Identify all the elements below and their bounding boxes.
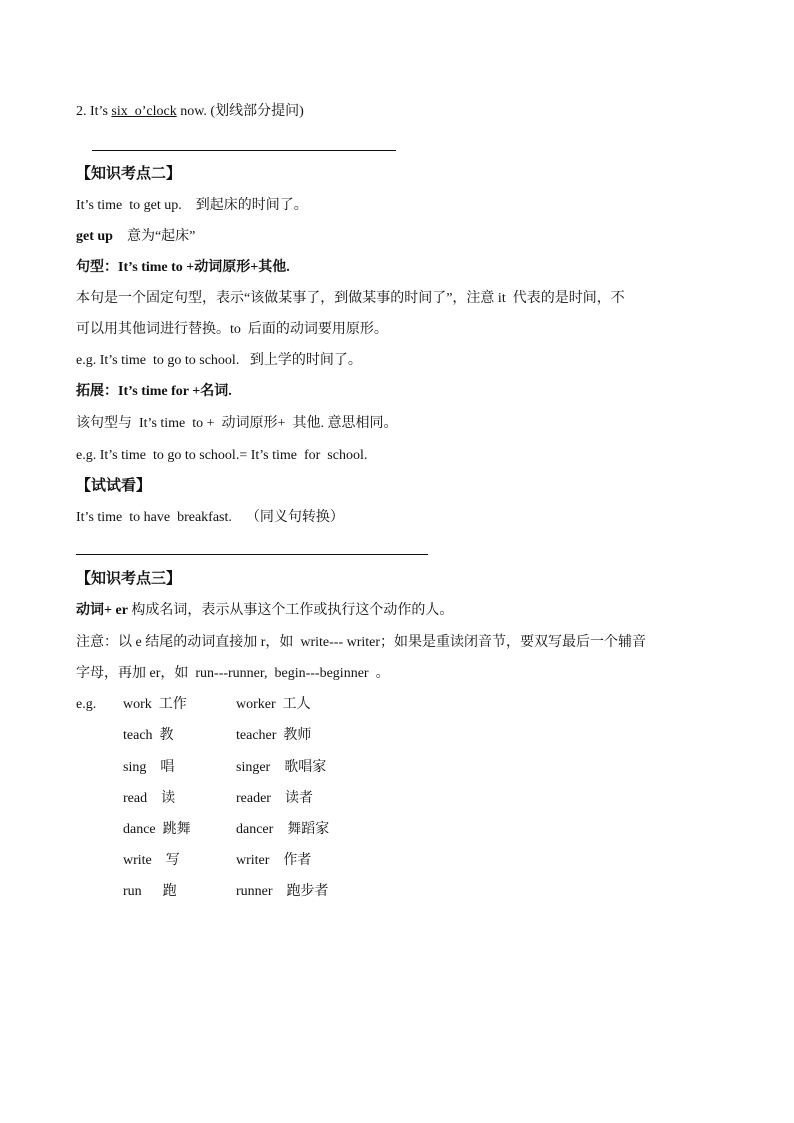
example-line-2: e.g. It’s time to go to school.= It’s time for school. [76, 448, 368, 463]
answer-line-1 [92, 150, 396, 151]
noun-item: runner 跑步者 [236, 884, 329, 899]
pattern-line [76, 258, 290, 278]
verb-item: teach 教 [123, 728, 174, 743]
getup-term: get up [76, 229, 113, 244]
eg-label: e.g. [76, 697, 97, 712]
section-2-heading: 【知识考点二】 [76, 166, 182, 182]
extension-line [76, 382, 232, 402]
noun-item: singer 歌唱家 [236, 760, 327, 775]
extension-pattern: It’s time for +名词. [118, 384, 232, 399]
q2-suffix: now. (划线部分提问) [176, 104, 304, 119]
pattern-text: It’s time to +动词原形+其他. [118, 260, 290, 275]
verb-item: dance 跳舞 [123, 822, 191, 837]
section-2-example: It’s time to get up. 到起床的时间了。 [76, 198, 308, 213]
noun-item: teacher 教师 [236, 728, 312, 743]
verb-item: sing 唱 [123, 760, 175, 775]
rule-bold: 动词+ er [76, 603, 128, 618]
noun-item: reader 读者 [236, 791, 313, 806]
noun-item: writer 作者 [236, 853, 312, 868]
example-line-1: e.g. It’s time to go to school. 到上学的时间了。 [76, 353, 362, 368]
note-line-2: 字母，再加 er，如 run---runner, begin---beginner 。 [76, 666, 390, 681]
noun-item: worker 工人 [236, 697, 311, 712]
rule-text: 构成名词，表示从事这个工作或执行这个动作的人。 [127, 603, 454, 618]
extension-explain: 该句型与 It’s time to + 动词原形+ 其他. 意思相同。 [76, 416, 398, 431]
verb-item: work 工作 [123, 697, 187, 712]
explain-line-1: 本句是一个固定句型，表示“该做某事了，到做某事的时间了”，注意 it 代表的是时间，不 [76, 291, 625, 306]
q2-underlined-phrase: six o’clock [111, 104, 177, 119]
explain-line-2: 可以用其他词进行替换。to 后面的动词要用原形。 [76, 322, 388, 337]
getup-line [76, 227, 195, 247]
noun-item: dancer 舞蹈家 [236, 822, 330, 837]
verb-item: read 读 [123, 791, 176, 806]
getup-meaning: 意为“起床” [112, 229, 196, 244]
try-it-heading: 【试试看】 [76, 478, 152, 494]
answer-line-2 [76, 554, 428, 555]
verb-item: run 跑 [123, 884, 177, 899]
try-it-sentence: It’s time to have breakfast. （同义句转换） [76, 510, 344, 525]
rule-line [76, 601, 453, 621]
pattern-label: 句型： [76, 260, 118, 275]
extension-label: 拓展： [76, 384, 118, 399]
verb-item: write 写 [123, 853, 180, 868]
question-2 [76, 102, 304, 122]
q2-prefix: 2. It’s [76, 104, 112, 119]
note-line-1: 注意：以 e 结尾的动词直接加 r，如 write--- writer；如果是重读闭音节，要双写最后一个辅音 [76, 635, 647, 650]
section-3-heading: 【知识考点三】 [76, 571, 182, 587]
